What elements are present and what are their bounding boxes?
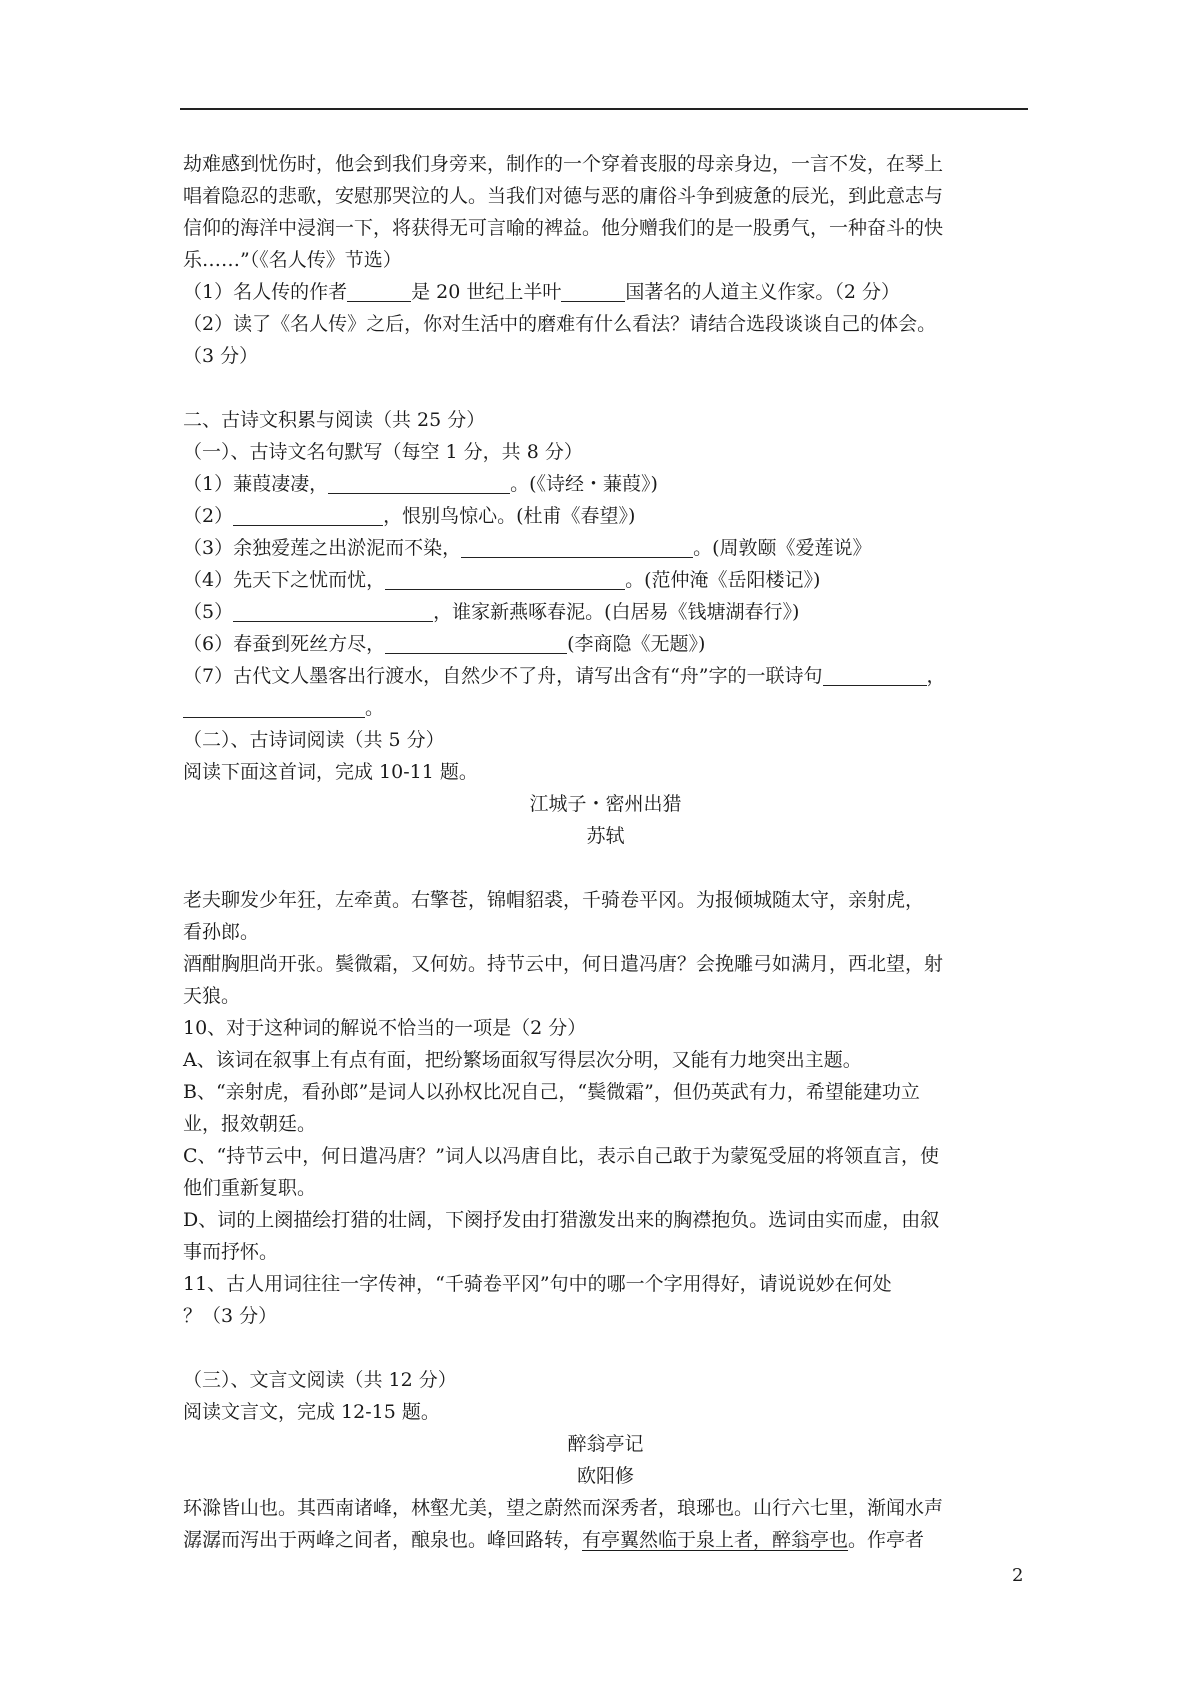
option-d-cont: 事而抒怀。 bbox=[183, 1241, 279, 1263]
answer-blank[interactable] bbox=[461, 535, 693, 558]
option-b-cont: 业，报效朝廷。 bbox=[183, 1113, 317, 1135]
answer-blank[interactable] bbox=[347, 279, 411, 302]
subsection-3-title: （三）、文言文阅读（共 12 分） bbox=[183, 1369, 457, 1391]
page-number: 2 bbox=[1012, 1565, 1024, 1586]
fill-item-3: （3）余独爱莲之出淤泥而不染， 。(周敦颐《爱莲说》 bbox=[183, 537, 872, 559]
prose-line: 环滁皆山也。其西南诸峰，林壑尤美，望之蔚然而深秀者，琅琊也。山行六七里，渐闻水声 bbox=[183, 1497, 944, 1519]
subsection-2-intro: 阅读下面这首词，完成 10-11 题。 bbox=[183, 761, 478, 783]
option-c: C、“持节云中，何日遣冯唐？”词人以冯唐自比，表示自己敢于为蒙冤受屈的将领直言，使 bbox=[183, 1145, 939, 1167]
fill-item-4: （4）先天下之忧而忧， 。(范仲淹《岳阳楼记》) bbox=[183, 569, 821, 591]
fill-item-7: （7）古代文人墨客出行渡水，自然少不了舟，请写出含有“舟”字的一联诗句 ， bbox=[183, 665, 946, 687]
prose-line: 潺潺而泻出于两峰之间者，酿泉也。峰回路转，有亭翼然临于泉上者，醉翁亭也。作亭者 bbox=[183, 1529, 925, 1551]
fill-item-5: （5） ，谁家新燕啄春泥。(白居易《钱塘湖春行》) bbox=[183, 601, 800, 623]
section-2-title: 二、古诗文积累与阅读（共 25 分） bbox=[183, 409, 486, 431]
answer-blank[interactable] bbox=[328, 471, 510, 494]
header-rule bbox=[180, 108, 1028, 110]
page-content bbox=[183, 148, 1028, 1556]
poem-line: 看孙郎。 bbox=[183, 921, 260, 943]
option-b: B、“亲射虎，看孙郎”是词人以孙权比况自己，“鬓微霜”，但仍英武有力，希望能建功立 bbox=[183, 1081, 920, 1103]
poem-author: 苏轼 bbox=[586, 825, 625, 847]
prose-author: 欧阳修 bbox=[576, 1465, 634, 1487]
passage-line: 唱着隐忍的悲歌，安慰那哭泣的人。当我们对德与恶的庸俗斗争到疲惫的辰光，到此意志与 bbox=[183, 185, 944, 207]
answer-blank[interactable] bbox=[561, 279, 625, 302]
poem-line: 酒酣胸胆尚开张。鬓微霜，又何妨。持节云中，何日遣冯唐？会挽雕弓如满月，西北望，射 bbox=[183, 953, 944, 975]
subsection-3-intro: 阅读文言文，完成 12-15 题。 bbox=[183, 1401, 440, 1423]
underlined-sentence: 有亭翼然临于泉上者，醉翁亭也 bbox=[582, 1529, 849, 1551]
answer-blank[interactable] bbox=[385, 567, 625, 590]
option-c-cont: 他们重新复职。 bbox=[183, 1177, 317, 1199]
fill-item-7-cont: 。 bbox=[183, 692, 1028, 724]
option-d: D、词的上阕描绘打猎的壮阔，下阕抒发由打猎激发出来的胸襟抱负。选词由实而虚，由叙 bbox=[183, 1209, 940, 1231]
answer-blank[interactable] bbox=[233, 599, 433, 622]
prose-title: 醉翁亭记 bbox=[567, 1433, 644, 1455]
poem-title: 江城子・密州出猎 bbox=[529, 793, 682, 815]
poem-line: 天狼。 bbox=[183, 985, 241, 1007]
passage-line: 乐……”（《名人传》节选） bbox=[183, 249, 402, 271]
passage-line: 劫难感到忧伤时，他会到我们身旁来，制作的一个穿着丧服的母亲身边，一言不发，在琴上 bbox=[183, 153, 944, 175]
fill-item-2: （2） ，恨别鸟惊心。(杜甫《春望》) bbox=[183, 505, 636, 527]
question-2: （2）读了《名人传》之后，你对生活中的磨难有什么看法？请结合选段谈谈自己的体会。 bbox=[183, 313, 937, 335]
question-2-points: （3 分） bbox=[183, 345, 259, 367]
option-a: A、该词在叙事上有点有面，把纷繁场面叙写得层次分明，又能有力地突出主题。 bbox=[183, 1049, 862, 1071]
answer-blank[interactable] bbox=[385, 631, 567, 654]
fill-item-6: （6）春蚕到死丝方尽， (李商隐《无题》) bbox=[183, 633, 706, 655]
subsection-2-title: （二）、古诗词阅读（共 5 分） bbox=[183, 729, 445, 751]
passage-line: 信仰的海洋中浸润一下，将获得无可言喻的裨益。他分赠我们的是一股勇气，一种奋斗的快 bbox=[183, 217, 944, 239]
fill-item-1: （1）蒹葭凄凄， 。(《诗经・蒹葭》) bbox=[183, 473, 658, 495]
answer-blank[interactable] bbox=[823, 663, 927, 686]
subsection-1-title: （一）、古诗文名句默写（每空 1 分，共 8 分） bbox=[183, 441, 583, 463]
question-10: 10、对于这种词的解说不恰当的一项是（2 分） bbox=[183, 1017, 587, 1039]
question-1: （1）名人传的作者 是 20 世纪上半叶 国著名的人道主义作家。（2 分） bbox=[183, 281, 900, 303]
answer-blank[interactable] bbox=[183, 695, 365, 718]
answer-blank[interactable] bbox=[233, 503, 383, 526]
question-11-points: ？（3 分） bbox=[183, 1305, 278, 1327]
question-11: 11、古人用词往往一字传神，“千骑卷平冈”句中的哪一个字用得好，请说说妙在何处 bbox=[183, 1273, 892, 1295]
poem-line: 老夫聊发少年狂，左牵黄。右擎苍，锦帽貂裘，千骑卷平冈。为报倾城随太守，亲射虎， bbox=[183, 889, 925, 911]
